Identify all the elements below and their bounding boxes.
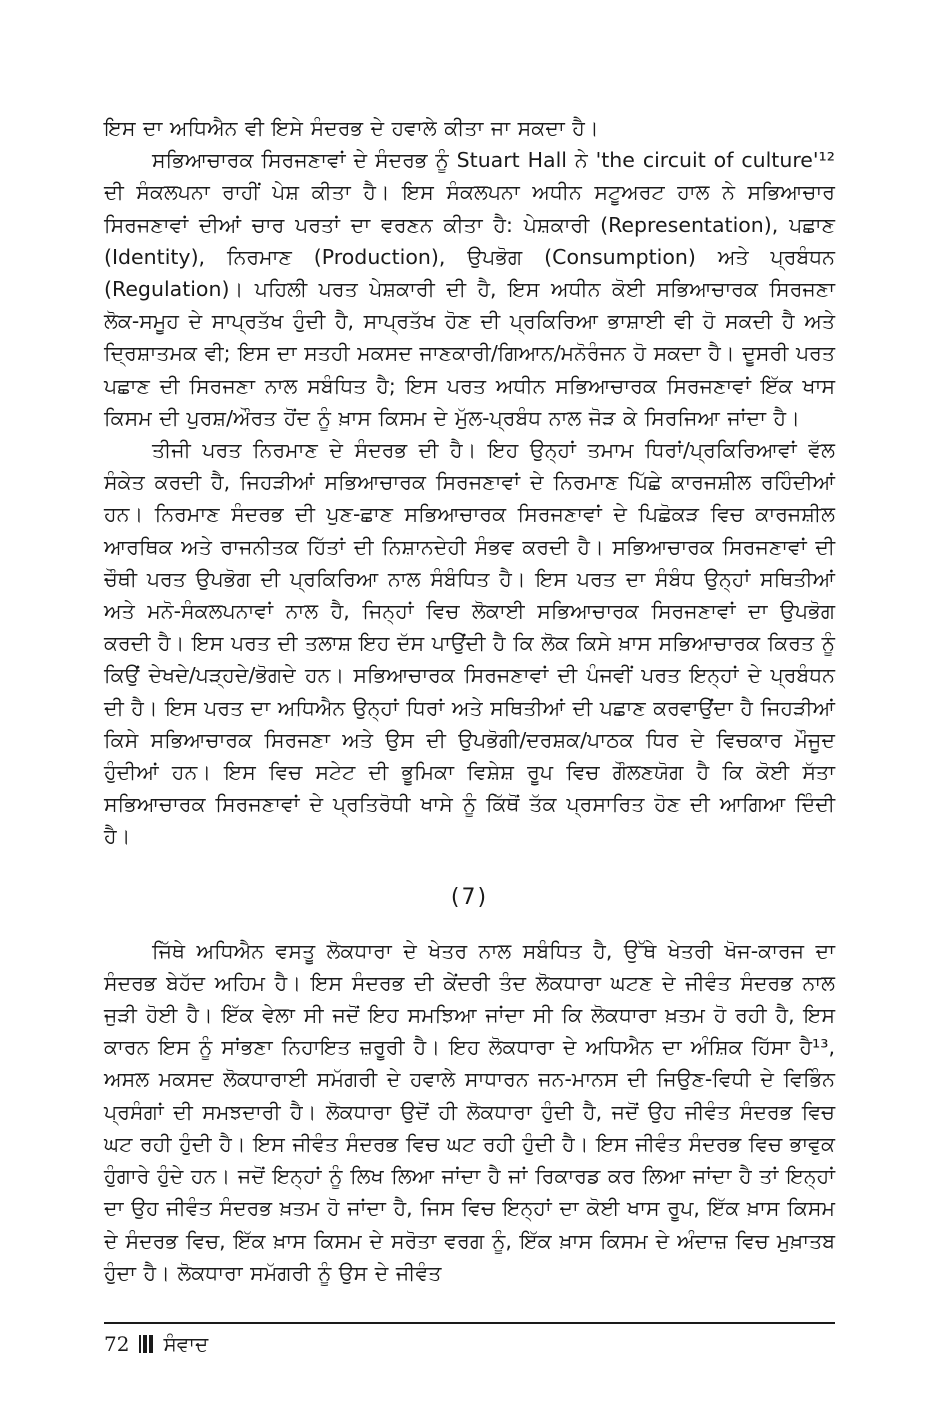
bars-icon: [139, 1335, 153, 1353]
paragraph-production-consumption: ਤੀਜੀ ਪਰਤ ਨਿਰਮਾਣ ਦੇ ਸੰਦਰਭ ਦੀ ਹੈ। ਇਹ ਉਨ੍ਹਾਂ ਤਮਾਮ ਧਿਰਾਂ/ਪ੍ਰਕਿਰਿਆਵਾਂ ਵੱਲ ਸੰਕੇਤ ਕਰਦੀ ਹੈ, ਜਿਹੜੀਆਂ ਸਭਿਆਚਾਰਕ ਸਿਰਜਣਾਵਾਂ ਦੇ ਨਿਰਮਾਣ ਪਿੱਛੇ ਕਾਰਜਸ਼ੀਲ ਰਹਿੰਦੀਆਂ ਹਨ। ਨਿਰਮਾਣ ਸੰਦਰਭ ਦੀ ਪੁਣ-ਛਾਣ ਸਭਿਆਚਾਰਕ ਸਿਰਜਣਾਵਾਂ ਦੇ ਪਿਛੋਕੜ ਵਿਚ ਕਾਰਜਸ਼ੀਲ ਆਰਥਿਕ ਅਤੇ ਰਾਜਨੀਤਕ ਹਿੱਤਾਂ ਦੀ ਨਿਸ਼ਾਨਦੇਹੀ ਸੰਭਵ ਕਰਦੀ ਹੈ। ਸਭਿਆਚਾਰਕ ਸਿਰਜਣਾਵਾਂ ਦੀ ਚੌਥੀ ਪਰਤ ਉਪਭੋਗ ਦੀ ਪ੍ਰਕਿਰਿਆ ਨਾਲ ਸੰਬੰਧਿਤ ਹੈ। ਇਸ ਪਰਤ ਦਾ ਸੰਬੰਧ ਉਨ੍ਹਾਂ ਸਥਿਤੀਆਂ ਅਤੇ ਮਨੋ-ਸੰਕਲਪਨਾਵਾਂ ਨਾਲ ਹੈ, ਜਿਨ੍ਹਾਂ ਵਿਚ ਲੋਕਾਈ ਸਭਿਆਚਾਰਕ ਸਿਰਜਣਾਵਾਂ ਦਾ ਉਪਭੋਗ ਕਰਦੀ ਹੈ। ਇਸ ਪਰਤ ਦੀ ਤਲਾਸ਼ ਇਹ ਦੱਸ ਪਾਉਂਦੀ ਹੈ ਕਿ ਲੋਕ ਕਿਸੇ ਖ਼ਾਸ ਸਭਿਆਚਾਰਕ ਕਿਰਤ ਨੂੰ ਕਿਉਂ ਦੇਖਦੇ/ਪੜ੍ਹਦੇ/ਭੋਗਦੇ ਹਨ। ਸਭਿਆਚਾਰਕ ਸਿਰਜਣਾਵਾਂ ਦੀ ਪੰਜਵੀਂ ਪਰਤ ਇਨ੍ਹਾਂ ਦੇ ਪ੍ਰਬੰਧਨ ਦੀ ਹੈ। ਇਸ ਪਰਤ ਦਾ ਅਧਿਐਨ ਉਨ੍ਹਾਂ ਧਿਰਾਂ ਅਤੇ ਸਥਿਤੀਆਂ ਦੀ ਪਛਾਣ ਕਰਵਾਉਂਦਾ ਹੈ ਜਿਹੜੀਆਂ ਕਿਸੇ ਸਭਿਆਚਾਰਕ ਸਿਰਜਣਾ ਅਤੇ ਉਸ ਦੀ ਉਪਭੋਗੀ/ਦਰਸ਼ਕ/ਪਾਠਕ ਧਿਰ ਦੇ ਵਿਚਕਾਰ ਮੌਜੂਦ ਹੁੰਦੀਆਂ ਹਨ। ਇਸ ਵਿਚ ਸਟੇਟ ਦੀ ਭੂਮਿਕਾ ਵਿਸ਼ੇਸ਼ ਰੂਪ ਵਿਚ ਗੌਲਣਯੋਗ ਹੈ ਕਿ ਕੋਈ ਸੱਤਾ ਸਭਿਆਚਾਰਕ ਸਿਰਜਣਾਵਾਂ ਦੇ ਪ੍ਰਤਿਰੋਧੀ ਖਾਸੇ ਨੂੰ ਕਿੱਥੋਂ ਤੱਕ ਪ੍ਰਸਾਰਿਤ ਹੋਣ ਦੀ ਆਗਿਆ ਦਿੰਦੀ ਹੈ।: [104, 438, 835, 849]
journal-name: ਸੰਵਾਦ: [163, 1332, 209, 1356]
page-footer: [104, 1330, 208, 1358]
body-text: [104, 112, 835, 1289]
footer-rule: [104, 1322, 835, 1324]
page-number: 72: [104, 1332, 130, 1356]
paragraph-circuit-of-culture: ਸਭਿਆਚਾਰਕ ਸਿਰਜਣਾਵਾਂ ਦੇ ਸੰਦਰਭ ਨੂੰ Stuart Hall ਨੇ 'the circuit of culture'¹² ਦੀ ਸੰਕਲਪਨਾ ਰਾਹੀਂ ਪੇਸ਼ ਕੀਤਾ ਹੈ। ਇਸ ਸੰਕਲਪਨਾ ਅਧੀਨ ਸਟੂਅਰਟ ਹਾਲ ਨੇ ਸਭਿਆਚਾਰ ਸਿਰਜਣਾਵਾਂ ਦੀਆਂ ਚਾਰ ਪਰਤਾਂ ਦਾ ਵਰਣਨ ਕੀਤਾ ਹੈ: ਪੇਸ਼ਕਾਰੀ (Representation), ਪਛਾਣ (Identity), ਨਿਰਮਾਣ (Production), ਉਪਭੋਗ (Consumption) ਅਤੇ ਪ੍ਰਬੰਧਨ (Regulation)। ਪਹਿਲੀ ਪਰਤ ਪੇਸ਼ਕਾਰੀ ਦੀ ਹੈ, ਇਸ ਅਧੀਨ ਕੋਈ ਸਭਿਆਚਾਰਕ ਸਿਰਜਣਾ ਲੋਕ-ਸਮੂਹ ਦੇ ਸਾਪ੍ਰਤੱਖ ਹੁੰਦੀ ਹੈ, ਸਾਪ੍ਰਤੱਖ ਹੋਣ ਦੀ ਪ੍ਰਕਿਰਿਆ ਭਾਸ਼ਾਈ ਵੀ ਹੋ ਸਕਦੀ ਹੈ ਅਤੇ ਦ੍ਰਿਸ਼ਾਤਮਕ ਵੀ; ਇਸ ਦਾ ਸਤਹੀ ਮਕਸਦ ਜਾਣਕਾਰੀ/ਗਿਆਨ/ਮਨੋਰੰਜਨ ਹੋ ਸਕਦਾ ਹੈ। ਦੂਸਰੀ ਪਰਤ ਪਛਾਣ ਦੀ ਸਿਰਜਣਾ ਨਾਲ ਸਬੰਧਿਤ ਹੈ; ਇਸ ਪਰਤ ਅਧੀਨ ਸਭਿਆਚਾਰਕ ਸਿਰਜਣਾਵਾਂ ਇੱਕ ਖਾਸ ਕਿਸਮ ਦੀ ਪੁਰਸ਼/ਔਰਤ ਹੋਂਦ ਨੂੰ ਖ਼ਾਸ ਕਿਸਮ ਦੇ ਮੁੱਲ-ਪ੍ਰਬੰਧ ਨਾਲ ਜੋੜ ਕੇ ਸਿਰਜਿਆ ਜਾਂਦਾ ਹੈ।: [104, 148, 835, 430]
section-number: (7): [450, 884, 489, 910]
paragraph-folklore-context: ਜਿੱਥੇ ਅਧਿਐਨ ਵਸਤੂ ਲੋਕਧਾਰਾ ਦੇ ਖੇਤਰ ਨਾਲ ਸਬੰਧਿਤ ਹੈ, ਉੱਥੇ ਖੇਤਰੀ ਖੋਜ-ਕਾਰਜ ਦਾ ਸੰਦਰਭ ਬੇਹੱਦ ਅਹਿਮ ਹੈ। ਇਸ ਸੰਦਰਭ ਦੀ ਕੇਂਦਰੀ ਤੰਦ ਲੋਕਧਾਰਾ ਘਟਣ ਦੇ ਜੀਵੰਤ ਸੰਦਰਭ ਨਾਲ ਜੁੜੀ ਹੋਈ ਹੈ। ਇੱਕ ਵੇਲਾ ਸੀ ਜਦੋਂ ਇਹ ਸਮਝਿਆ ਜਾਂਦਾ ਸੀ ਕਿ ਲੋਕਧਾਰਾ ਖ਼ਤਮ ਹੋ ਰਹੀ ਹੈ, ਇਸ ਕਾਰਨ ਇਸ ਨੂੰ ਸਾਂਭਣਾ ਨਿਹਾਇਤ ਜ਼ਰੂਰੀ ਹੈ। ਇਹ ਲੋਕਧਾਰਾ ਦੇ ਅਧਿਐਨ ਦਾ ਅੰਸ਼ਿਕ ਹਿੱਸਾ ਹੈ¹³, ਅਸਲ ਮਕਸਦ ਲੋਕਧਾਰਾਈ ਸਮੱਗਰੀ ਦੇ ਹਵਾਲੇ ਸਾਧਾਰਨ ਜਨ-ਮਾਨਸ ਦੀ ਜਿਉਣ-ਵਿਧੀ ਦੇ ਵਿਭਿੰਨ ਪ੍ਰਸੰਗਾਂ ਦੀ ਸਮਝਦਾਰੀ ਹੈ। ਲੋਕਧਾਰਾ ਉਦੋਂ ਹੀ ਲੋਕਧਾਰਾ ਹੁੰਦੀ ਹੈ, ਜਦੋਂ ਉਹ ਜੀਵੰਤ ਸੰਦਰਭ ਵਿਚ ਘਟ ਰਹੀ ਹੁੰਦੀ ਹੈ। ਇਸ ਜੀਵੰਤ ਸੰਦਰਭ ਵਿਚ ਘਟ ਰਹੀ ਹੁੰਦੀ ਹੈ। ਇਸ ਜੀਵੰਤ ਸੰਦਰਭ ਵਿਚ ਭਾਵੁਕ ਹੁੰਗਾਰੇ ਹੁੰਦੇ ਹਨ। ਜਦੋਂ ਇਨ੍ਹਾਂ ਨੂੰ ਲਿਖ ਲਿਆ ਜਾਂਦਾ ਹੈ ਜਾਂ ਰਿਕਾਰਡ ਕਰ ਲਿਆ ਜਾਂਦਾ ਹੈ ਤਾਂ ਇਨ੍ਹਾਂ ਦਾ ਉਹ ਜੀਵੰਤ ਸੰਦਰਭ ਖ਼ਤਮ ਹੋ ਜਾਂਦਾ ਹੈ, ਜਿਸ ਵਿਚ ਇਨ੍ਹਾਂ ਦਾ ਕੋਈ ਖਾਸ ਰੂਪ, ਇੱਕ ਖ਼ਾਸ ਕਿਸਮ ਦੇ ਸੰਦਰਭ ਵਿਚ, ਇੱਕ ਖ਼ਾਸ ਕਿਸਮ ਦੇ ਸਰੋਤਾ ਵਰਗ ਨੂੰ, ਇੱਕ ਖ਼ਾਸ ਕਿਸਮ ਦੇ ਅੰਦਾਜ਼ ਵਿਚ ਮੁਖ਼ਾਤਬ ਹੁੰਦਾ ਹੈ। ਲੋਕਧਾਰਾ ਸਮੱਗਰੀ ਨੂੰ ਉਸ ਦੇ ਜੀਵੰਤ: [104, 938, 835, 1285]
paragraph-continuation: ਇਸ ਦਾ ਅਧਿਐਨ ਵੀ ਇਸੇ ਸੰਦਰਭ ਦੇ ਹਵਾਲੇ ਕੀਤਾ ਜਾ ਸਕਦਾ ਹੈ।: [104, 116, 599, 140]
